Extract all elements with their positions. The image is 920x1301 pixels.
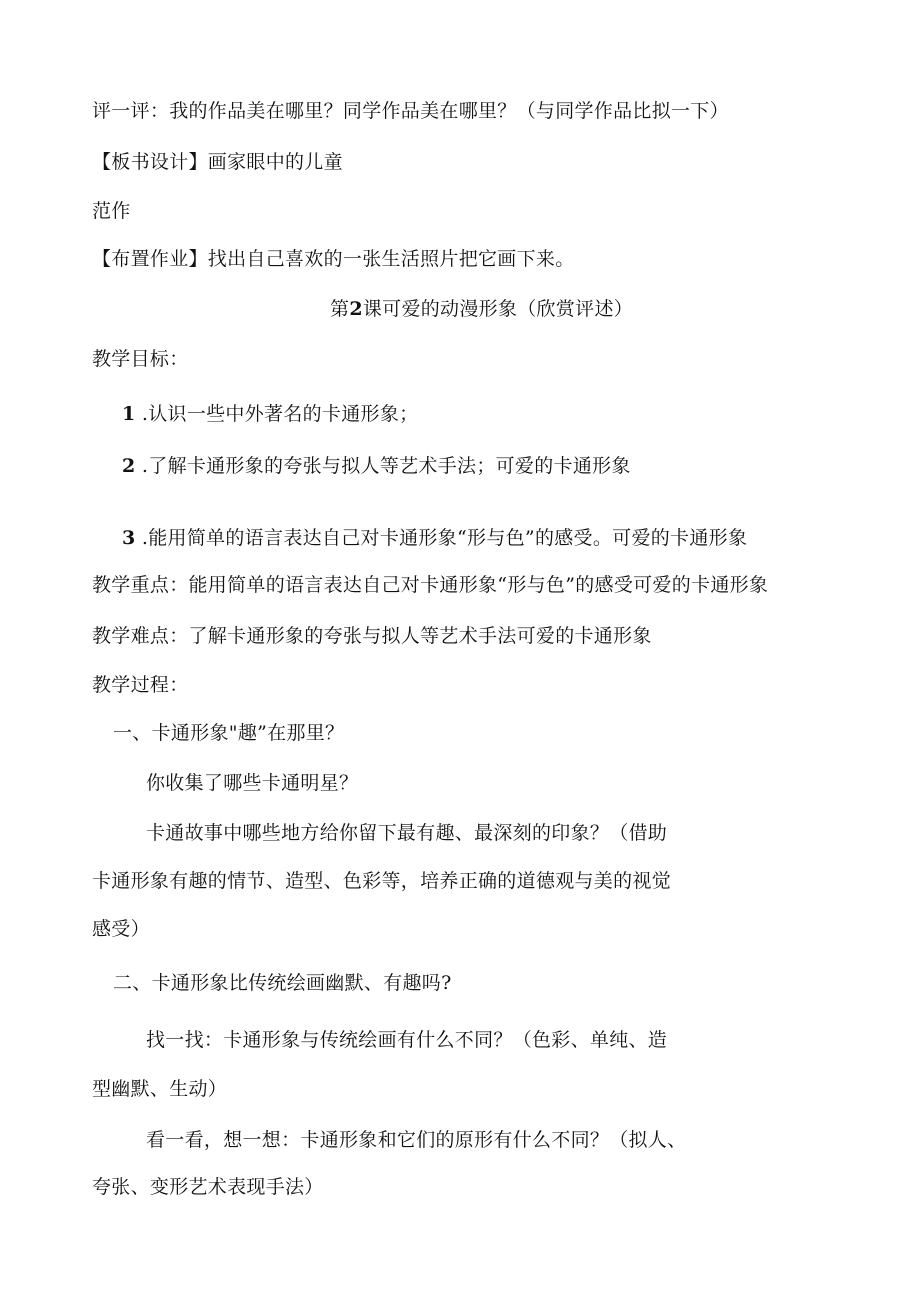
sample-work-line: 范作 [92,200,131,222]
lesson-title-prefix: 第 [330,298,350,320]
goal-item-3 [122,525,747,551]
goal-item-2 [122,453,631,479]
lesson-title-number: 2 [349,298,363,320]
lesson-title [330,296,633,322]
goal-number-3: 3 [122,527,136,549]
find-difference-line: 找一找：卡通形象与传统绘画有什么不同？（色彩、单纯、造 [146,1029,668,1051]
process-heading: 教学过程： [92,674,189,696]
goal-text-1: .认识一些中外著名的卡通形象； [141,403,419,425]
look-think-line: 看一看，想一想：卡通形象和它们的原形有什么不同？（拟人、 [146,1129,687,1151]
key-point-line: 教学重点：能用简单的语言表达自己对卡通形象“形与色”的感受可爱的卡通形象 [92,574,769,596]
goal-text-3: .能用简单的语言表达自己对卡通形象“形与色”的感受。可爱的卡通形象 [141,527,748,549]
question-impression: 卡通故事中哪些地方给你留下最有趣、最深刻的印象？（借助 [146,822,668,844]
impression-end: 感受） [92,918,150,940]
goal-number-2: 2 [122,455,136,477]
homework-line: 【布置作业】找出自己喜欢的一张生活照片把它画下来。 [92,248,575,270]
find-difference-continued: 型幽默、生动） [92,1078,228,1100]
impression-continued: 卡通形象有趣的情节、造型、色彩等，培养正确的道德观与美的视觉 [92,870,672,892]
evaluation-line: 评一评：我的作品美在哪里？同学作品美在哪里？（与同学作品比拟一下） [92,100,729,122]
question-collect-stars: 你收集了哪些卡通明星？ [146,772,359,794]
difficulty-line: 教学难点：了解卡通形象的夸张与拟人等艺术手法可爱的卡通形象 [92,625,652,647]
goal-text-2: .了解卡通形象的夸张与拟人等艺术手法；可爱的卡通形象 [141,455,631,477]
section-two-heading: 二、卡通形象比传统绘画幽默、有趣吗? [113,972,452,994]
look-think-continued: 夸张、变形艺术表现手法） [92,1176,324,1198]
lesson-title-rest: 课可爱的动漫形象（欣赏评述） [362,298,634,320]
section-one-heading: 一、卡通形象"趣”在那里？ [113,722,345,744]
goal-number-1: 1 [122,403,136,425]
teaching-goals-heading: 教学目标： [92,348,189,370]
board-design-line: 【板书设计】画家眼中的儿童 [92,151,343,173]
goal-item-1 [122,401,418,427]
